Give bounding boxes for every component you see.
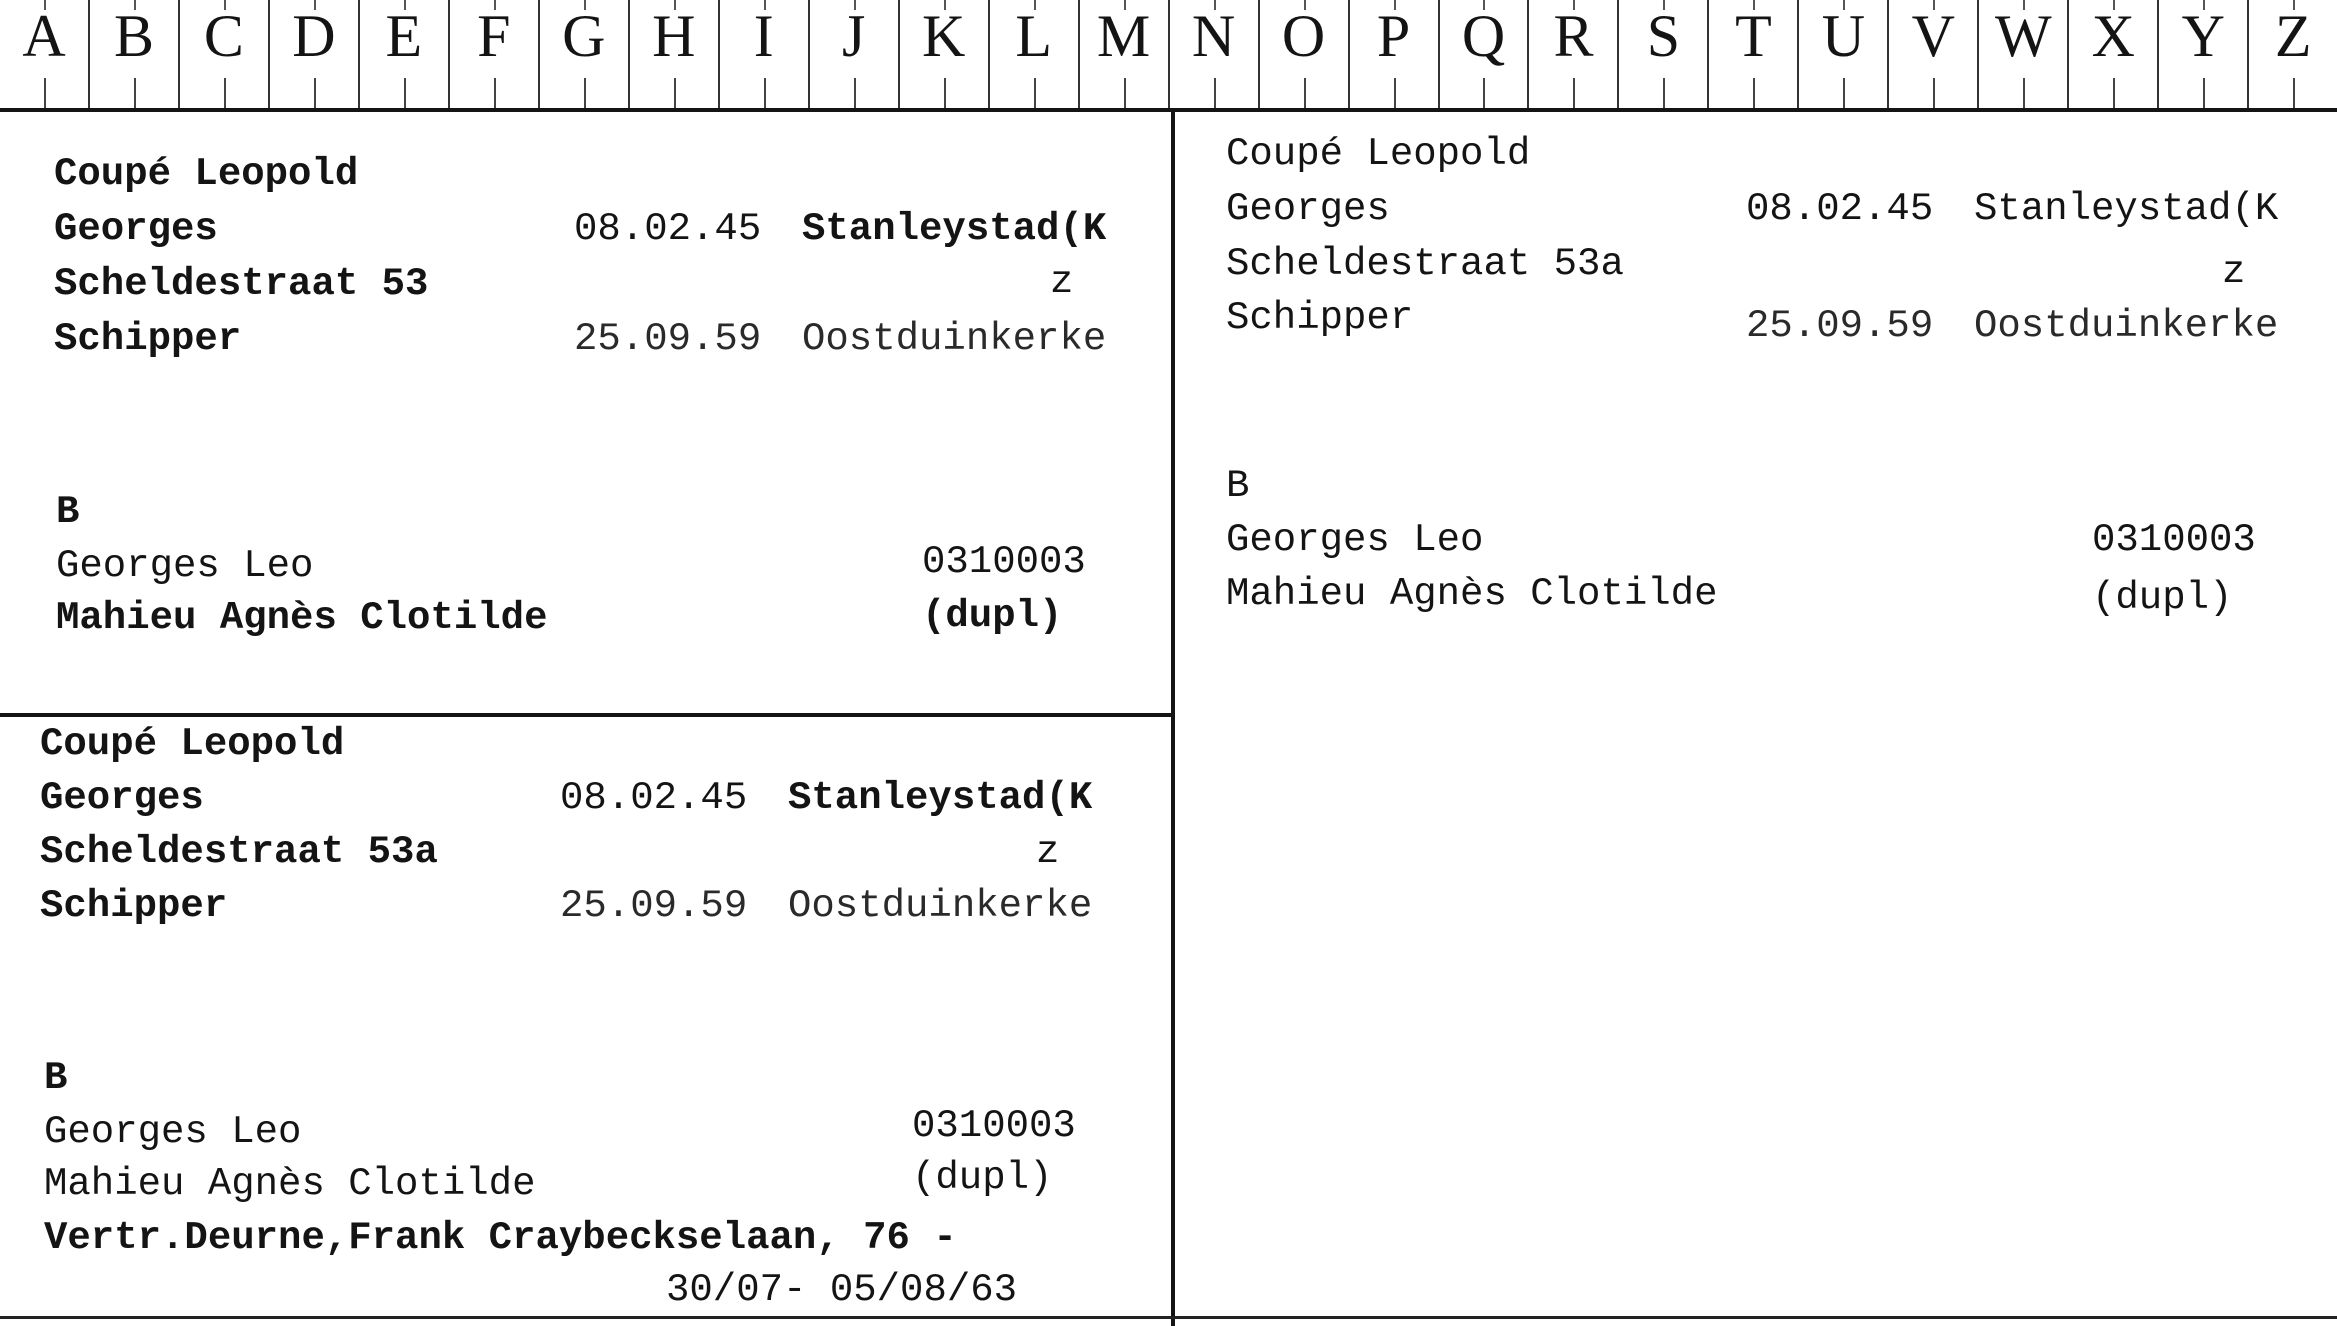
- card-father: Georges Leo: [56, 544, 314, 588]
- index-letter-u: U: [1797, 0, 1887, 108]
- record-card-2: [1226, 0, 2279, 795]
- card-reg-place: Oostduinkerke: [788, 884, 1093, 928]
- card-sex: z: [1036, 830, 1060, 874]
- index-letter-k: K: [898, 0, 988, 108]
- index-letter-i: I: [718, 0, 808, 108]
- index-letter-c: C: [178, 0, 268, 108]
- card-reg-place: Oostduinkerke: [802, 317, 1107, 361]
- card-file-note: (dupl): [912, 1156, 1053, 1200]
- card-name: Coupé Leopold: [40, 722, 345, 766]
- index-letter-w: W: [1977, 0, 2067, 108]
- index-letter-g: G: [538, 0, 628, 108]
- index-letter-t: T: [1707, 0, 1797, 108]
- card-file-number: 0310003: [922, 540, 1086, 584]
- card-file-note: (dupl): [2092, 576, 2233, 620]
- card-birth-date: 08.02.45: [1746, 187, 1934, 231]
- card-name: Coupé Leopold: [1226, 132, 1531, 176]
- card-departure-dates: 30/07- 05/08/63: [666, 1268, 1018, 1312]
- index-letter-y: Y: [2157, 0, 2247, 108]
- index-letter-e: E: [358, 0, 448, 108]
- card-file-number: 0310003: [912, 1104, 1076, 1148]
- card-birth-place: Stanleystad(K: [802, 207, 1107, 251]
- card-address: Scheldestraat 53a: [40, 830, 438, 874]
- card-birth-place: Stanleystad(K: [1974, 187, 2279, 231]
- index-letter-d: D: [268, 0, 358, 108]
- index-letter-r: R: [1527, 0, 1617, 108]
- index-letter-q: Q: [1438, 0, 1528, 108]
- alphabet-index-strip: [0, 0, 2337, 112]
- empty-card-slot: [1175, 717, 2337, 1316]
- index-letter-m: M: [1078, 0, 1168, 108]
- card-birth-date: 08.02.45: [574, 207, 762, 251]
- card-name: Coupé Leopold: [54, 152, 359, 196]
- index-letter-v: V: [1887, 0, 1977, 108]
- card-reg-place: Oostduinkerke: [1974, 304, 2279, 348]
- card-mother: Mahieu Agnès Clotilde: [56, 596, 548, 640]
- card-category: B: [44, 1056, 68, 1100]
- index-letter-o: O: [1258, 0, 1348, 108]
- card-mother: Mahieu Agnès Clotilde: [44, 1162, 536, 1206]
- card-occupation: Schipper: [40, 884, 228, 928]
- index-letter-x: X: [2067, 0, 2157, 108]
- index-letter-n: N: [1168, 0, 1258, 108]
- index-letter-f: F: [448, 0, 538, 108]
- index-letter-p: P: [1348, 0, 1438, 108]
- index-letter-s: S: [1617, 0, 1707, 108]
- card-given-name: Georges: [1226, 187, 1390, 231]
- card-sex: z: [2222, 250, 2246, 294]
- index-letter-a: A: [0, 0, 88, 108]
- card-given-name: Georges: [54, 207, 218, 251]
- bottom-edge-divider: [0, 1316, 2337, 1319]
- card-mother: Mahieu Agnès Clotilde: [1226, 572, 1718, 616]
- index-letter-j: J: [808, 0, 898, 108]
- card-category: B: [1226, 464, 1250, 508]
- index-letter-z: Z: [2247, 0, 2337, 108]
- card-birth-date: 08.02.45: [560, 776, 748, 820]
- index-letter-l: L: [988, 0, 1078, 108]
- row-divider: [0, 713, 1173, 717]
- card-category: B: [56, 490, 80, 534]
- card-birth-place: Stanleystad(K: [788, 776, 1093, 820]
- index-letter-h: H: [628, 0, 718, 108]
- card-departure: Vertr.Deurne,Frank Craybeckselaan, 76 -: [44, 1216, 957, 1260]
- record-card-3: [40, 0, 1093, 1312]
- card-given-name: Georges: [40, 776, 204, 820]
- card-file-note: (dupl): [922, 594, 1063, 638]
- card-reg-date: 25.09.59: [1746, 304, 1934, 348]
- card-file-number: 0310003: [2092, 518, 2256, 562]
- card-occupation: Schipper: [54, 317, 242, 361]
- index-letter-b: B: [88, 0, 178, 108]
- card-reg-date: 25.09.59: [560, 884, 748, 928]
- card-sex: z: [1050, 260, 1074, 304]
- card-occupation: Schipper: [1226, 296, 1414, 340]
- card-reg-date: 25.09.59: [574, 317, 762, 361]
- card-father: Georges Leo: [1226, 518, 1484, 562]
- card-address: Scheldestraat 53a: [1226, 242, 1624, 286]
- card-address: Scheldestraat 53: [54, 262, 429, 306]
- card-father: Georges Leo: [44, 1110, 302, 1154]
